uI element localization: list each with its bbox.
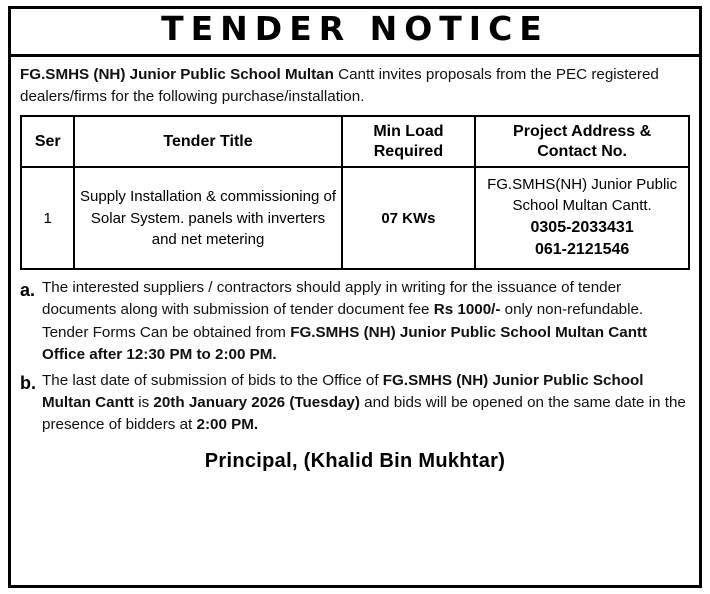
clause-b-marker: b.	[20, 372, 36, 393]
contact-phone-1: 0305-2033431	[530, 218, 634, 236]
clause-b-text: The last date of submission of bids to the Office of FG.SMHS (NH) Junior Public School Multan Cantt is 20th January 2026 (Tuesday) and bids will be opened on the same date in the presence of bidders at 2:00 PM.	[42, 371, 686, 434]
clause-b	[20, 370, 690, 437]
cell-ser: 1	[21, 167, 74, 269]
page-title: TENDER NOTICE	[161, 9, 549, 48]
tender-table	[20, 115, 690, 270]
cell-project-address	[475, 167, 689, 269]
column-header-title: Tender Title	[74, 116, 341, 167]
clause-a	[20, 277, 690, 366]
notice-header	[11, 9, 699, 57]
intro-org-name: FG.SMHS (NH) Junior Public School Multan	[20, 65, 334, 83]
cell-tender-title: Supply Installation & commissioning of Solar System. panels with inverters and net metering	[74, 167, 341, 269]
cell-min-load: 07 KWs	[342, 167, 476, 269]
clause-a-marker: a.	[20, 280, 36, 301]
column-header-load	[342, 116, 476, 167]
table-row	[21, 167, 689, 269]
column-header-load-line2: Required	[373, 142, 444, 160]
tender-notice-box	[8, 6, 702, 588]
column-header-address	[475, 116, 689, 167]
table-header-row	[21, 116, 689, 167]
address-line-1: FG.SMHS(NH) Junior Public	[487, 176, 678, 194]
intro-paragraph	[20, 64, 690, 107]
notice-body	[11, 57, 699, 474]
address-line-2: School Multan Cantt.	[512, 197, 652, 215]
clause-a-text: The interested suppliers / contractors should apply in writing for the issuance of tender documents along with submission of tender document fee Rs 1000/- only non-refundable. Tender Forms Can be obtained from FG.SMHS (NH) Junior Public School Multan Cantt Office after 12:30 PM to 2:00 PM.	[42, 279, 648, 363]
column-header-address-line1: Project Address &	[513, 123, 652, 141]
column-header-address-line2: Contact No.	[537, 142, 627, 160]
intro-rest-text: Cantt invites proposals from the PEC registered dealers/firms for the following purchase/installation.	[20, 65, 659, 105]
signature-line: Principal, (Khalid Bin Mukhtar)	[204, 450, 506, 473]
contact-phone-2: 061-2121546	[534, 241, 630, 259]
column-header-ser: Ser	[21, 116, 74, 167]
column-header-load-line1: Min Load	[373, 123, 444, 141]
